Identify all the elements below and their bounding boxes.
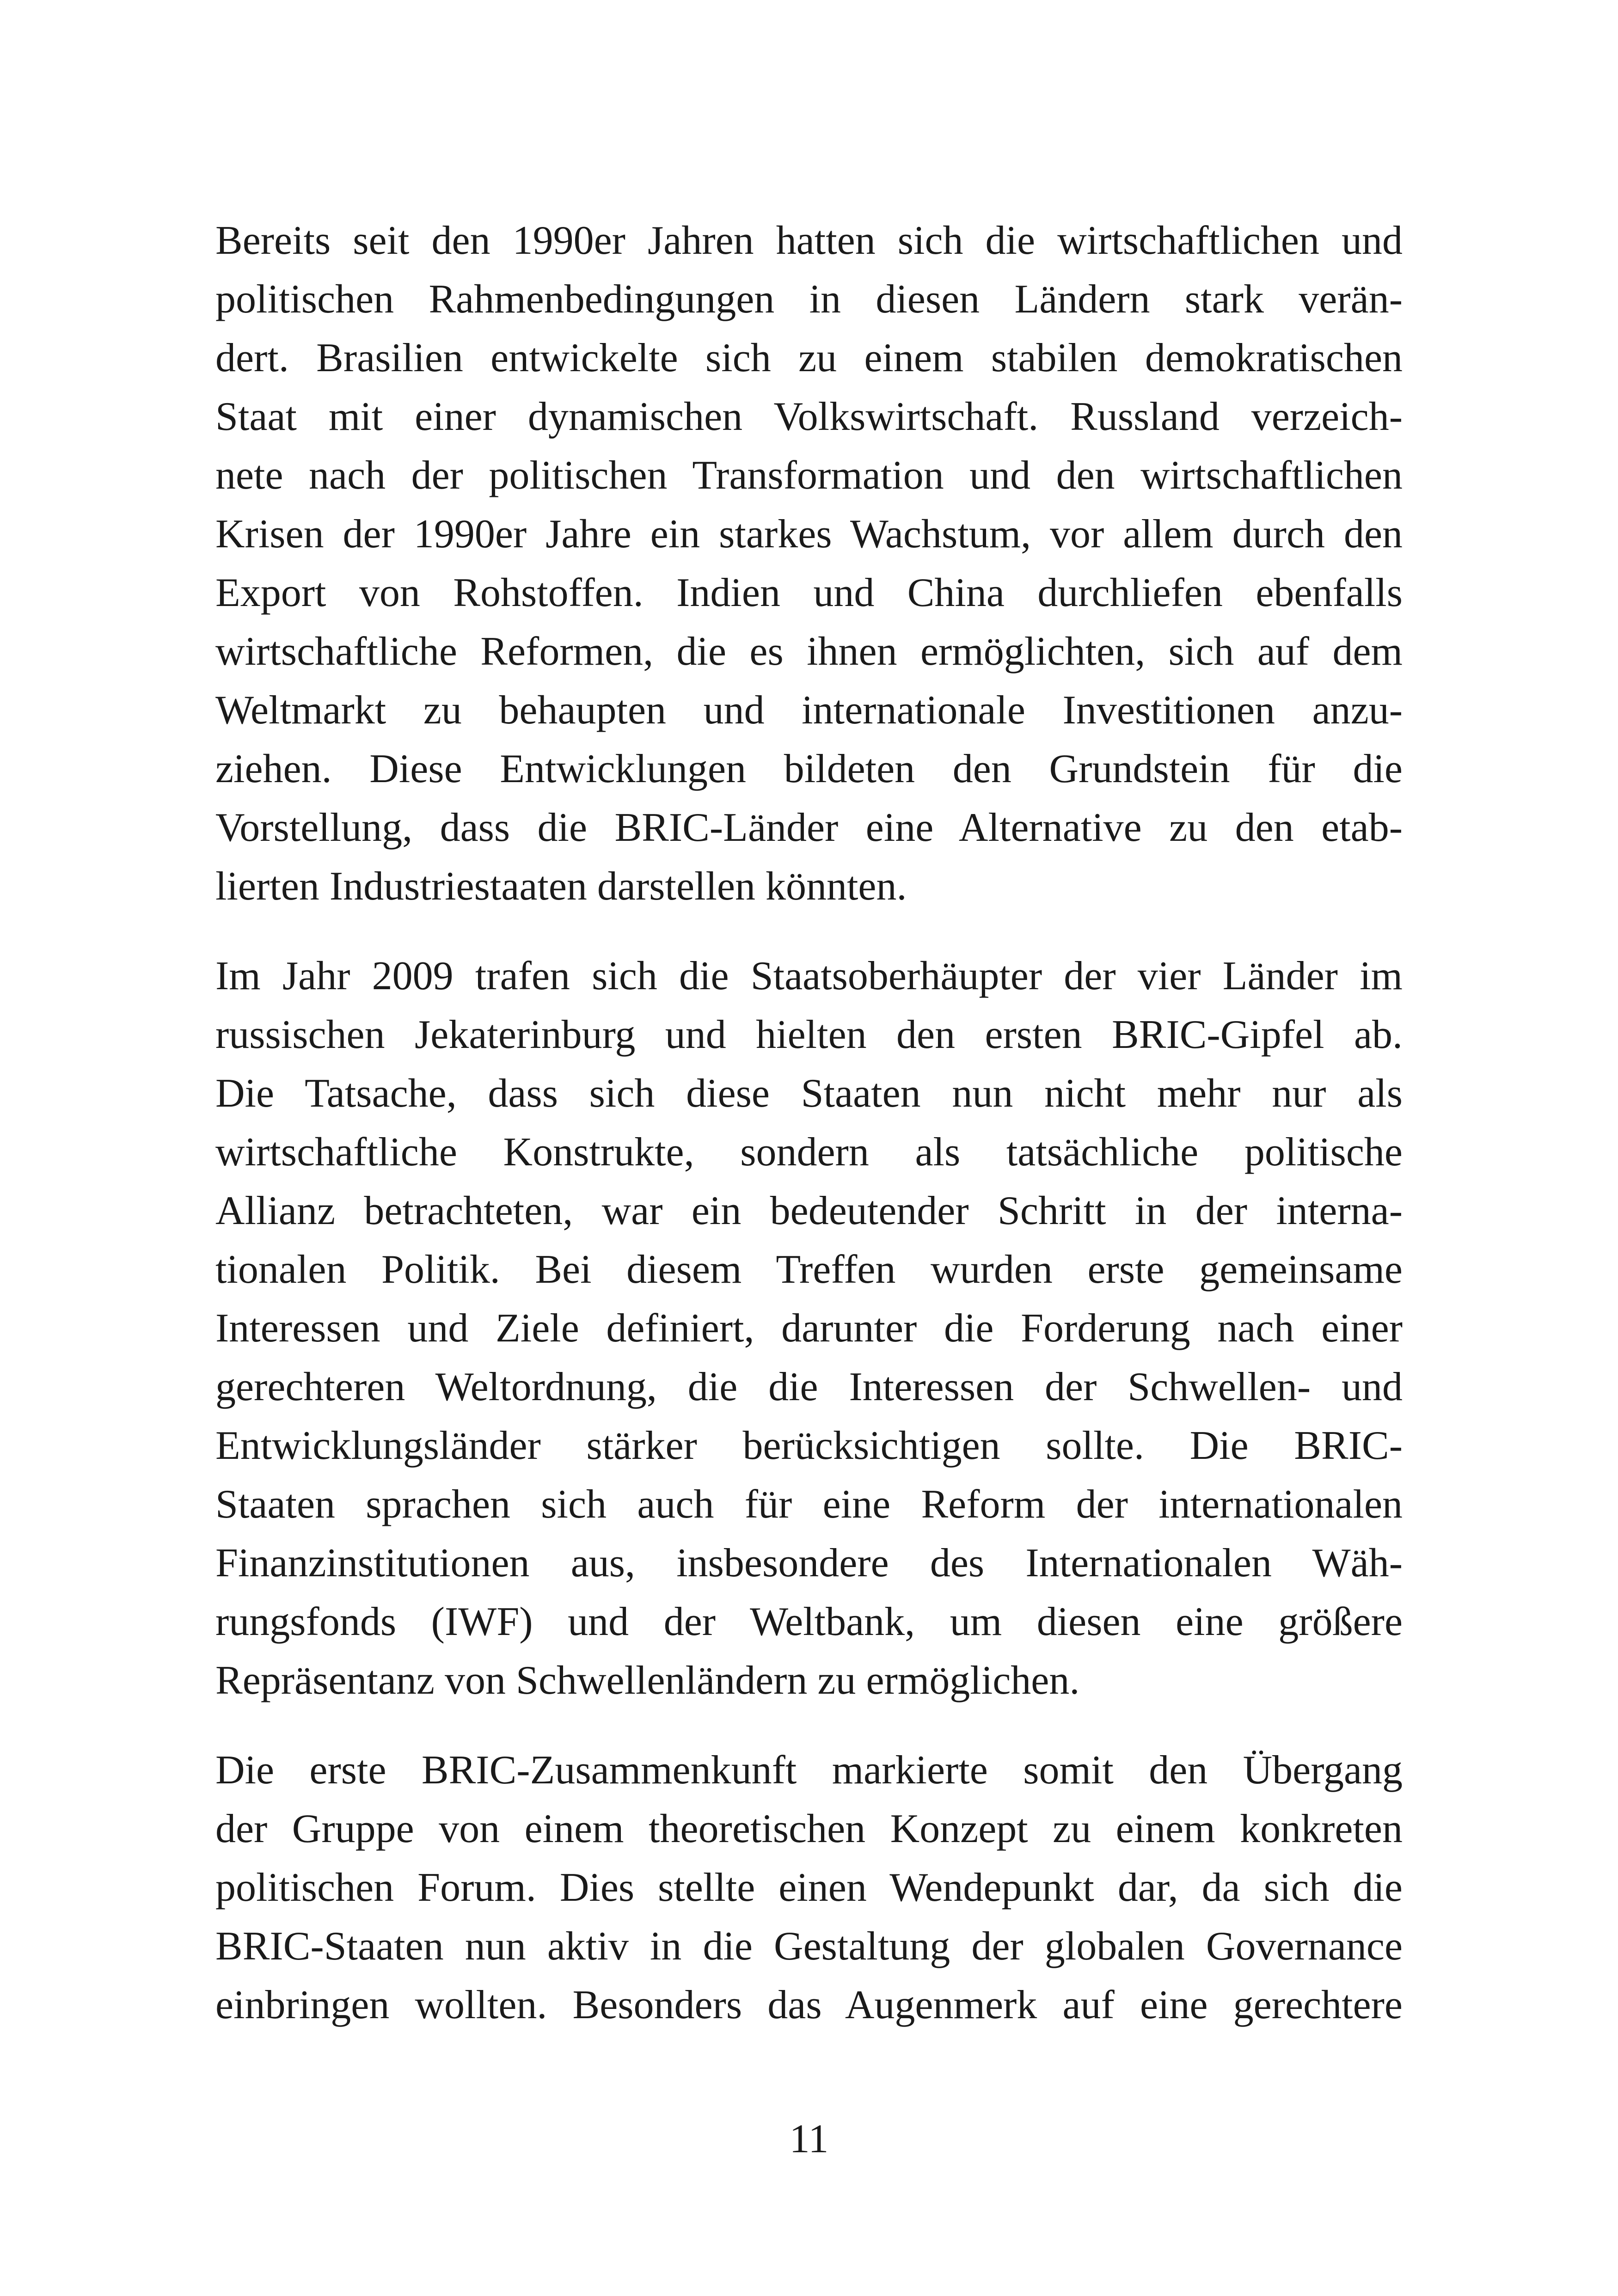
text-line: Finanzinstitutionen aus, insbesondere des Internationalen Wäh- (215, 1541, 1403, 1586)
text-line: gerechteren Weltordnung, die die Interessen der Schwellen- und (215, 1365, 1403, 1409)
text-line: Bereits seit den 1990er Jahren hatten sich die wirtschaftlichen und (215, 218, 1403, 263)
text-line: der Gruppe von einem theoretischen Konzept zu einem konkreten (215, 1806, 1403, 1851)
text-line: BRIC-Staaten nun aktiv in die Gestaltung der globalen Governance (215, 1924, 1403, 1969)
text-line: wirtschaftliche Reformen, die es ihnen ermöglichten, sich auf dem (215, 629, 1403, 674)
text-line: rungsfonds (IWF) und der Weltbank, um diesen eine größere (215, 1599, 1403, 1644)
text-line: Die erste BRIC-Zusammenkunft markierte somit den Übergang (215, 1748, 1403, 1793)
text-line: lierten Industriestaaten darstellen könnten. (215, 864, 907, 909)
paragraph-spacer (215, 1710, 1403, 1741)
text-line: Repräsentanz von Schwellenländern zu ermöglichen. (215, 1658, 1080, 1703)
text-line: Staaten sprachen sich auch für eine Reform der internationalen (215, 1482, 1403, 1527)
text-line: Vorstellung, dass die BRIC-Länder eine Alternative zu den etab- (215, 805, 1403, 850)
text-line: Staat mit einer dynamischen Volkswirtschaft. Russland verzeich- (215, 394, 1403, 439)
text-line: dert. Brasilien entwickelte sich zu einem stabilen demokratischen (215, 336, 1403, 380)
paragraph-3 (215, 1741, 1403, 2034)
paragraph-spacer (215, 916, 1403, 947)
paragraph-1 (215, 211, 1403, 916)
text-line: Die Tatsache, dass sich diese Staaten nun nicht mehr nur als (215, 1071, 1403, 1116)
text-line: wirtschaftliche Konstrukte, sondern als tatsächliche politische (215, 1130, 1403, 1175)
text-line: nete nach der politischen Transformation und den wirtschaftlichen (215, 453, 1403, 498)
text-line: Weltmarkt zu behaupten und internationale Investitionen anzu- (215, 688, 1403, 733)
text-line: Krisen der 1990er Jahre ein starkes Wachstum, vor allem durch den (215, 512, 1403, 557)
text-line: Allianz betrachteten, war ein bedeutender Schritt in der interna- (215, 1188, 1403, 1233)
text-line: russischen Jekaterinburg und hielten den ersten BRIC-Gipfel ab. (215, 1012, 1403, 1057)
text-line: einbringen wollten. Besonders das Augenmerk auf eine gerechtere (215, 1983, 1403, 2027)
text-line: Entwicklungsländer stärker berücksichtigen sollte. Die BRIC- (215, 1423, 1403, 1468)
paragraph-2 (215, 947, 1403, 1710)
text-line: ziehen. Diese Entwicklungen bildeten den Grundstein für die (215, 747, 1403, 791)
text-line: politischen Forum. Dies stellte einen Wendepunkt dar, da sich die (215, 1865, 1403, 1910)
text-line: politischen Rahmenbedingungen in diesen Ländern stark verän- (215, 277, 1403, 322)
body-text (215, 211, 1403, 2034)
text-line: Interessen und Ziele definiert, darunter die Forderung nach einer (215, 1306, 1403, 1351)
text-line: Im Jahr 2009 trafen sich die Staatsoberhäupter der vier Länder im (215, 954, 1403, 998)
text-line: tionalen Politik. Bei diesem Treffen wurden erste gemeinsame (215, 1247, 1403, 1292)
text-line: Export von Rohstoffen. Indien und China durchliefen ebenfalls (215, 570, 1403, 615)
page-number: 11 (789, 2117, 829, 2161)
